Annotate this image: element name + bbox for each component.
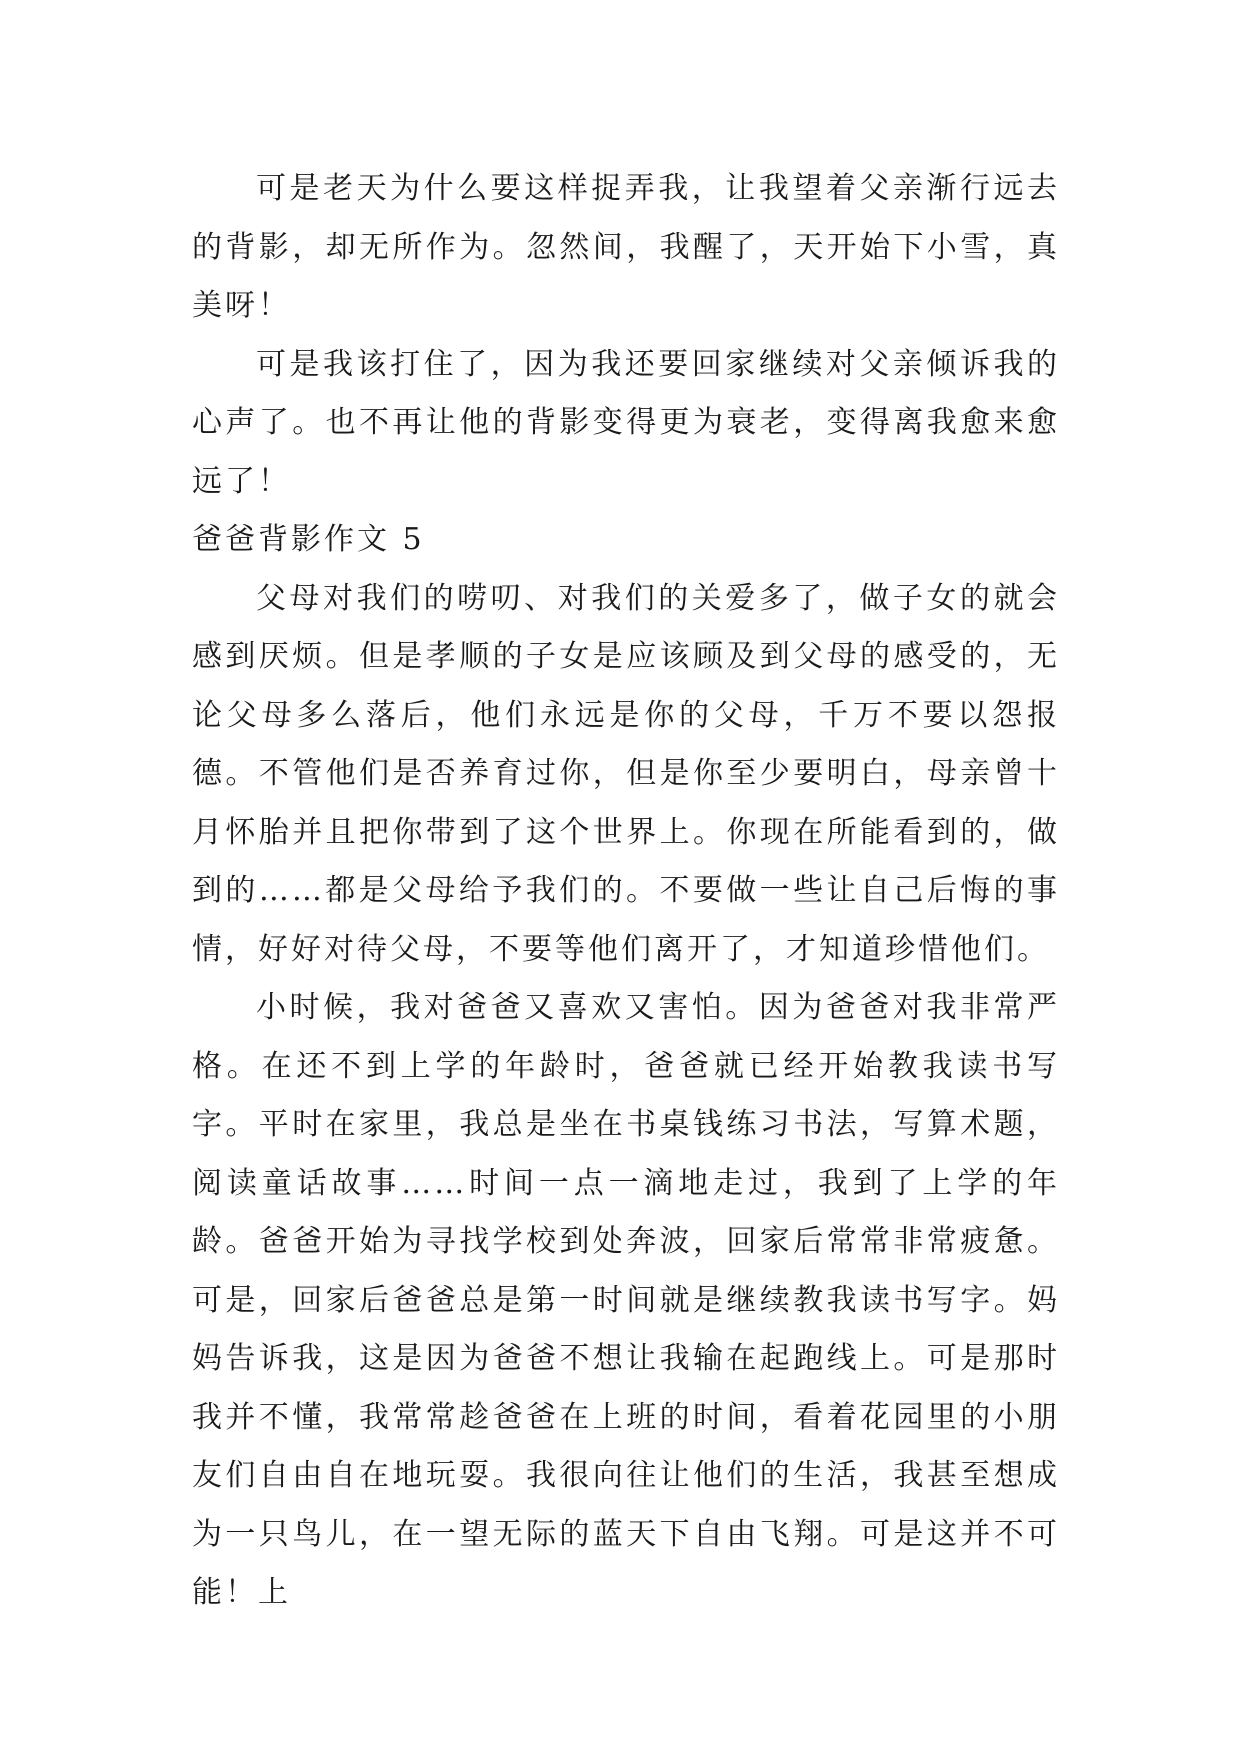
paragraph-4: 小时候，我对爸爸又喜欢又害怕。因为爸爸对我非常严格。在还不到上学的年龄时，爸爸就已经开始教我读书写字。平时在家里，我总是坐在书桌钱练习书法，写算术题，阅读童话故事……时间一点一滴地走过，我到了上学的年龄。爸爸开始为寻找学校到处奔波，回家后常常非常疲惫。可是，回家后爸爸总是第一时间就是继续教我读书写字。妈妈告诉我，这是因为爸爸不想让我输在起跑线上。可是那时我并不懂，我常常趁爸爸在上班的时间，看着花园里的小朋友们自由自在地玩耍。我很向往让他们的生活，我甚至想成为一只鸟儿，在一望无际的蓝天下自由飞翔。可是这并不可能！上: [192, 990, 1060, 1610]
essay-heading: 爸爸背影作文 5: [192, 522, 425, 557]
paragraph-1: 可是老天为什么要这样捉弄我，让我望着父亲渐行远去的背影，却无所作为。忽然间，我醒了，天开始下小雪，真美呀！: [192, 171, 1060, 323]
document-body: [192, 160, 1060, 1623]
paragraph-2: 可是我该打住了，因为我还要回家继续对父亲倾诉我的心声了。也不再让他的背影变得更为衰老，变得离我愈来愈远了！: [192, 346, 1060, 499]
paragraph-3: 父母对我们的唠叨、对我们的关爱多了，做子女的就会感到厌烦。但是孝顺的子女是应该顾及到父母的感受的，无论父母多么落后，他们永远是你的父母，千万不要以怨报德。不管他们是否养育过你，但是你至少要明白，母亲曾十月怀胎并且把你带到了这个世界上。你现在所能看到的，做到的……都是父母给予我们的。不要做一些让自己后悔的事情，好好对待父母，不要等他们离开了，才知道珍惜他们。: [192, 580, 1060, 967]
